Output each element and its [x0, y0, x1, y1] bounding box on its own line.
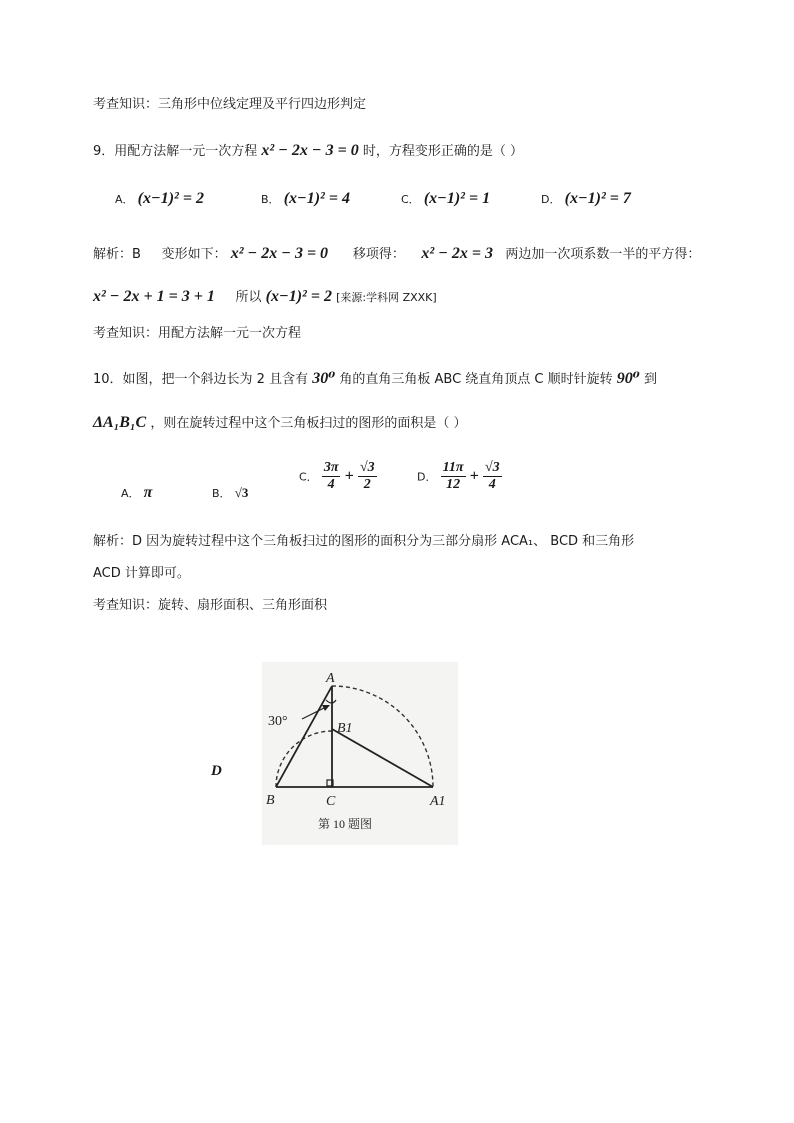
segment-b1-a1: [332, 729, 433, 787]
q10-figure: [262, 662, 458, 845]
label-c: C: [326, 794, 336, 809]
q10-question-line1: 10．如图，把一个斜边长为 2 且含有 30⁰ 角的直角三角板 ABC 绕直角顶点 C 顺时针旋转 90⁰ 到: [93, 370, 657, 387]
q10-option-c: C． $\frac{3\pi}{4}$ + $\frac{√3}{2}$: [299, 460, 375, 492]
q9-option-c: C． (x−1)² = 1: [401, 190, 491, 207]
q9-option-a: A． (x−1)² = 2: [115, 190, 204, 207]
intro-knowledge: 考查知识：三角形中位线定理及平行四边形判定: [93, 97, 367, 112]
label-a: A: [326, 671, 335, 686]
segment-ab: [276, 686, 332, 787]
q9-suffix: 时，方程变形正确的是（ ）: [362, 144, 524, 159]
q10-question-line2: ΔA₁B₁C ，则在旋转过程中这个三角板扫过的图形的面积是（ ）: [93, 414, 467, 431]
angle-arc: [326, 700, 336, 703]
label-b1: B1: [337, 721, 353, 736]
q10-analysis-line2: ACD 计算即可。: [93, 566, 190, 581]
q9-question: [93, 142, 523, 161]
q9-prefix: 9．用配方法解一元一次方程: [93, 144, 258, 159]
q9-equation: x² − 2x − 3 = 0: [261, 142, 359, 159]
q9-answer: 解析：B: [93, 247, 141, 262]
label-b: B: [266, 793, 275, 808]
arc-a-a1: [332, 686, 433, 787]
arc-b-b1: [276, 731, 332, 787]
q9-option-b: B． (x−1)² = 4: [261, 190, 350, 207]
q10-figure-svg: [262, 662, 458, 845]
q10-knowledge: 考查知识：旋转、扇形面积、三角形面积: [93, 598, 328, 613]
q9-option-d: D． (x−1)² = 7: [541, 190, 631, 207]
q10-analysis-line1: 解析：D 因为旋转过程中这个三角板扫过的图形的面积分为三部分扇形 ACA₁、 BCD 和三角形: [93, 534, 635, 549]
q9-analysis-line1: 解析：B 变形如下： x² − 2x − 3 = 0 移项得： x² − 2x = 3 两边加一次项系数一半的平方得：: [93, 245, 701, 262]
label-a1: A1: [430, 794, 446, 809]
q10-option-b: B． √3: [212, 485, 249, 500]
q9-analysis-line2: x² − 2x + 1 = 3 + 1 所以 (x−1)² = 2 [来源:学科网 ZXXK]: [93, 288, 437, 305]
side-answer-label: D: [211, 763, 222, 779]
source-note: [来源:学科网 ZXXK]: [336, 291, 437, 304]
figure-caption: 第 10 题图: [318, 817, 373, 831]
label-angle: 30°: [268, 714, 288, 729]
q9-knowledge: 考查知识：用配方法解一元一次方程: [93, 326, 302, 341]
q10-option-a: A． π: [121, 484, 153, 501]
q10-option-d: D． $\frac{11\pi}{12}$ + $\frac{√3}{4}$: [417, 460, 500, 492]
